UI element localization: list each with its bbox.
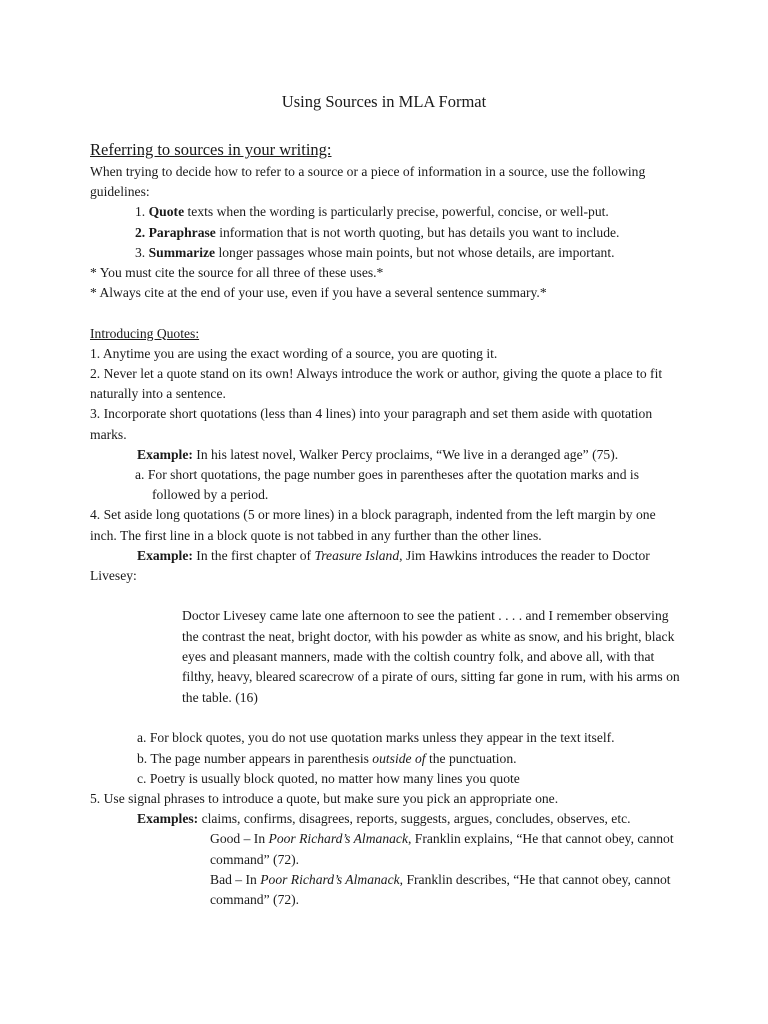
section-heading-referring: Referring to sources in your writing: xyxy=(90,140,332,159)
section-heading-introducing-quotes: Introducing Quotes: xyxy=(90,325,200,341)
sub-item: a. For short quotations, the page number goes in parentheses after the quotation marks and is followed by a period. xyxy=(135,467,639,503)
list-item: 5. Use signal phrases to introduce a quote, but make sure you pick an appropriate one. xyxy=(90,791,559,807)
good-example: Good – In Poor Richard’s Almanack, Franklin explains, “He that cannot obey, cannot command” (72). xyxy=(210,831,674,867)
block-quote: Doctor Livesey came late one afternoon to see the patient . . . . and I remember observing the contrast the neat, bright doctor, with his powder as white as snow, and his bright, black eyes and pleasant manners, made with the coltish country folk, and above all, with that filthy, heavy, bleared scarecrow of a pirate of ours, sitting far gone in rum, with his arms on the table. (16) xyxy=(182,608,680,705)
example-line: Example: In the first chapter of Treasure Island, Jim Hawkins introduces the reader to Doctor Livesey: xyxy=(90,547,650,584)
guideline-item: 2. Paraphrase information that is not worth quoting, but has details you want to include. xyxy=(135,224,620,240)
list-item: 1. Anytime you are using the exact wording of a source, you are quoting it. xyxy=(90,345,498,361)
document-body xyxy=(90,162,685,910)
example-line: Example: In his latest novel, Walker Percy proclaims, “We live in a deranged age” (75). xyxy=(137,446,619,462)
examples-line: Examples: claims, confirms, disagrees, reports, suggests, argues, concludes, observes, etc. xyxy=(137,811,631,827)
sub-item: b. The page number appears in parenthesis outside of the punctuation. xyxy=(137,750,517,766)
document-title: Using Sources in MLA Format xyxy=(281,92,487,111)
sub-item: a. For block quotes, you do not use quotation marks unless they appear in the text itself. xyxy=(137,730,615,746)
intro-paragraph: When trying to decide how to refer to a source or a piece of information in a source, use the following guidelines: xyxy=(90,164,646,200)
list-item: 4. Set aside long quotations (5 or more lines) in a block paragraph, indented from the left margin by one inch. The first line in a block quote is not tabbed in any further than the other lines. xyxy=(90,507,656,543)
list-item: 2. Never let a quote stand on its own! Always introduce the work or author, giving the quote a place to fit naturally into a sentence. xyxy=(90,366,663,402)
guideline-item: 1. Quote texts when the wording is particularly precise, powerful, concise, or well-put. xyxy=(135,204,609,220)
citation-note: * Always cite at the end of your use, even if you have a several sentence summary.* xyxy=(90,285,547,301)
list-item: 3. Incorporate short quotations (less than 4 lines) into your paragraph and set them aside with quotation marks. xyxy=(90,406,653,442)
citation-note: * You must cite the source for all three of these uses.* xyxy=(90,265,384,281)
bad-example: Bad – In Poor Richard’s Almanack, Franklin describes, “He that cannot obey, cannot command” (72). xyxy=(210,871,671,908)
guideline-item: 3. Summarize longer passages whose main points, but not whose details, are important. xyxy=(135,244,615,260)
sub-item: c. Poetry is usually block quoted, no matter how many lines you quote xyxy=(137,770,520,786)
